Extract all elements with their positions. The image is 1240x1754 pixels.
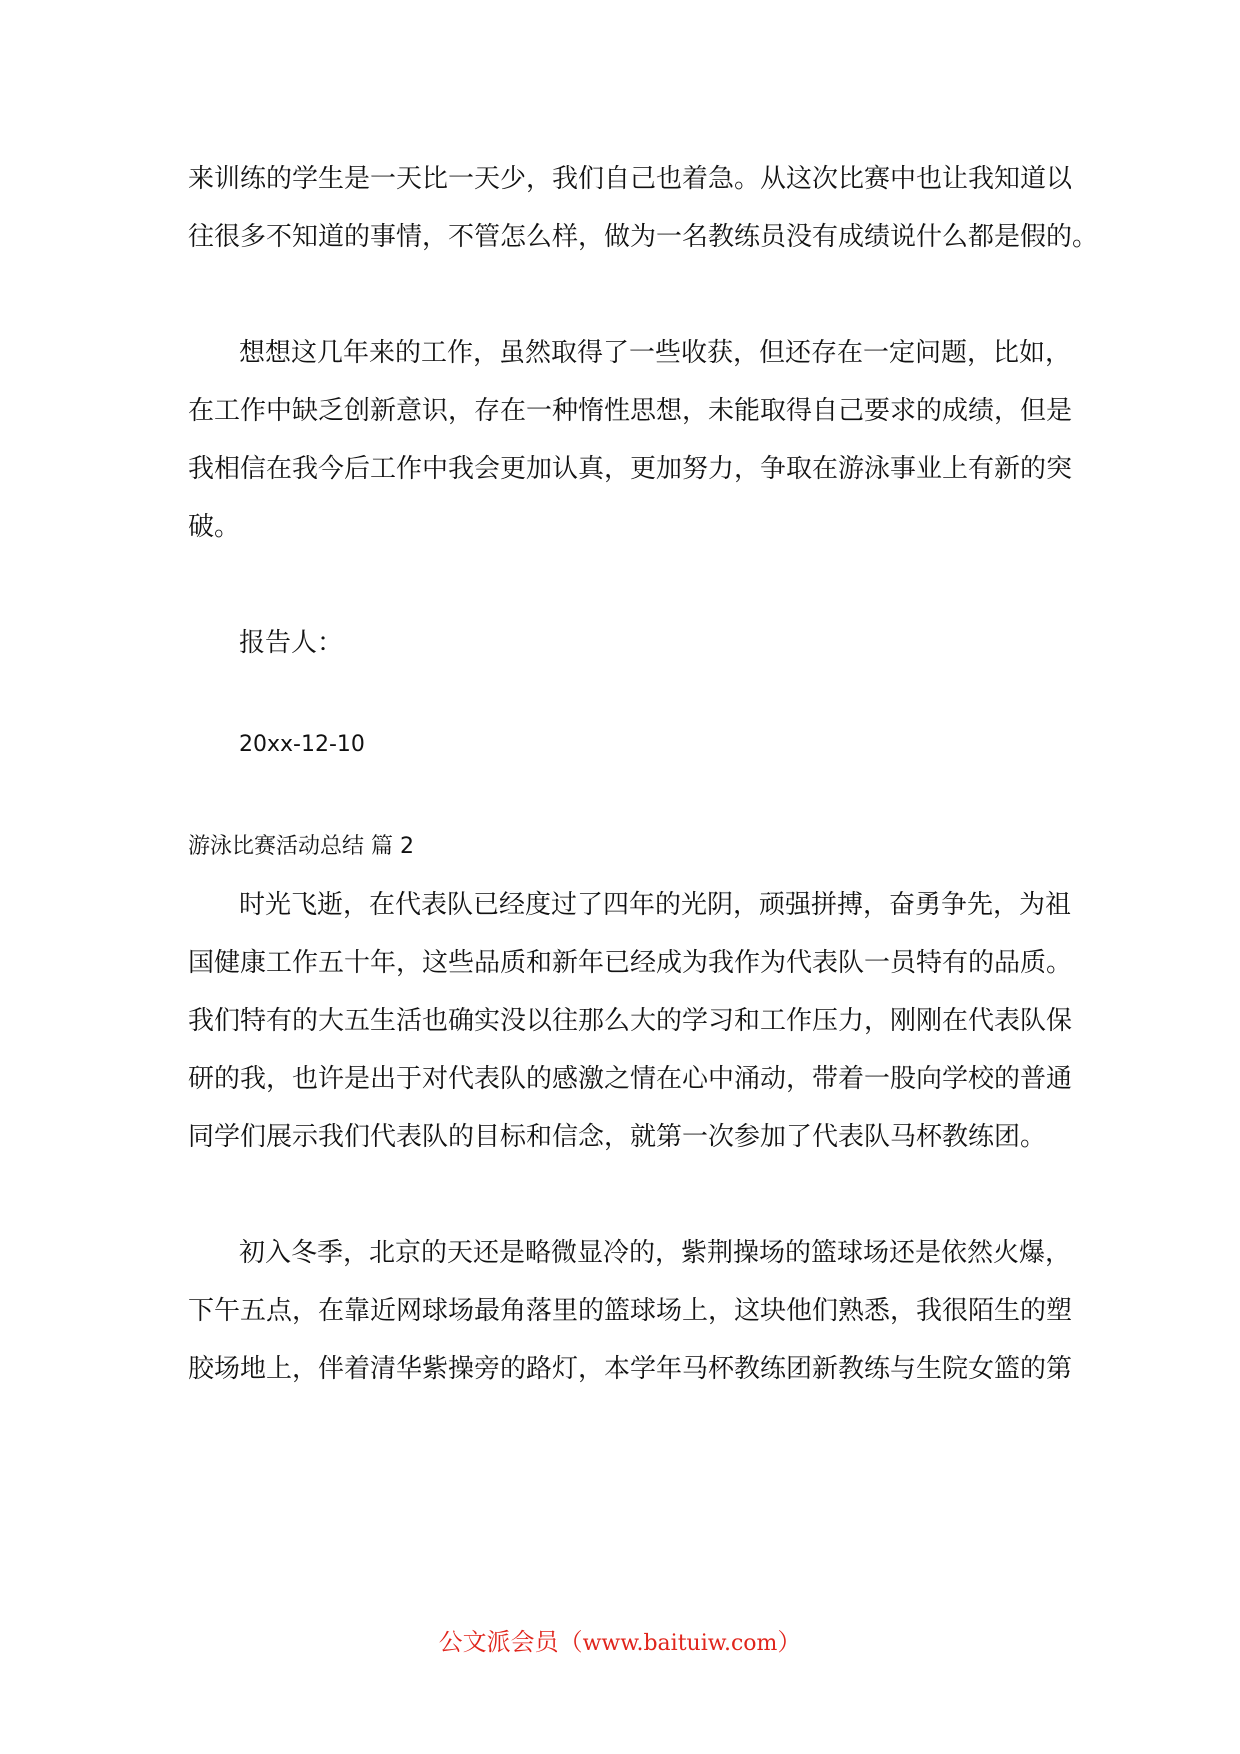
paragraph-1-line-2: 往很多不知道的事情，不管怎么样，做为一名教练员没有成绩说什么都是假的。 xyxy=(188,222,1099,252)
paragraph-3-line-3: 我们特有的大五生活也确实没以往那么大的学习和工作压力，刚刚在代表队保 xyxy=(188,1006,1073,1036)
paragraph-4-line-2: 下午五点，在靠近网球场最角落里的篮球场上，这块他们熟悉，我很陌生的塑 xyxy=(188,1296,1073,1326)
paragraph-3-line-2: 国健康工作五十年，这些品质和新年已经成为我作为代表队一员特有的品质。 xyxy=(188,948,1073,978)
footer-url-link[interactable]: www.baituiw.com xyxy=(582,1631,778,1656)
paragraph-3-line-1: 时光飞逝，在代表队已经度过了四年的光阴，顽强拼搏，奋勇争先，为祖 xyxy=(239,890,1072,920)
footer-open-paren: （ xyxy=(558,1628,583,1656)
footer-close-paren: ） xyxy=(777,1628,802,1656)
paragraph-2-line-4: 破。 xyxy=(188,512,241,542)
paragraph-2-line-3: 我相信在我今后工作中我会更加认真，更加努力，争取在游泳事业上有新的突 xyxy=(188,454,1073,484)
section-title: 游泳比赛活动总结 篇 2 xyxy=(188,834,414,859)
paragraph-4-line-1: 初入冬季，北京的天还是略微显冷的，紫荆操场的篮球场还是依然火爆， xyxy=(239,1238,1072,1268)
paragraph-1-line-1: 来训练的学生是一天比一天少，我们自己也着急。从这次比赛中也让我知道以 xyxy=(188,164,1073,194)
report-date: 20xx-12-10 xyxy=(239,732,365,757)
paragraph-3-line-5: 同学们展示我们代表队的目标和信念，就第一次参加了代表队马杯教练团。 xyxy=(188,1122,1047,1152)
paragraph-2-line-2: 在工作中缺乏创新意识，存在一种惰性思想，未能取得自己要求的成绩，但是 xyxy=(188,396,1073,426)
reporter-label: 报告人： xyxy=(239,628,344,658)
paragraph-3-line-4: 研的我，也许是出于对代表队的感激之情在心中涌动，带着一股向学校的普通 xyxy=(188,1064,1073,1094)
paragraph-4-line-3: 胶场地上，伴着清华紫操旁的路灯，本学年马杯教练团新教练与生院女篮的第 xyxy=(188,1354,1073,1384)
paragraph-2-line-1: 想想这几年来的工作，虽然取得了一些收获，但还存在一定问题，比如， xyxy=(239,338,1072,368)
footer-brand: 公文派会员 xyxy=(438,1628,559,1656)
footer-watermark[interactable] xyxy=(0,1626,1240,1660)
